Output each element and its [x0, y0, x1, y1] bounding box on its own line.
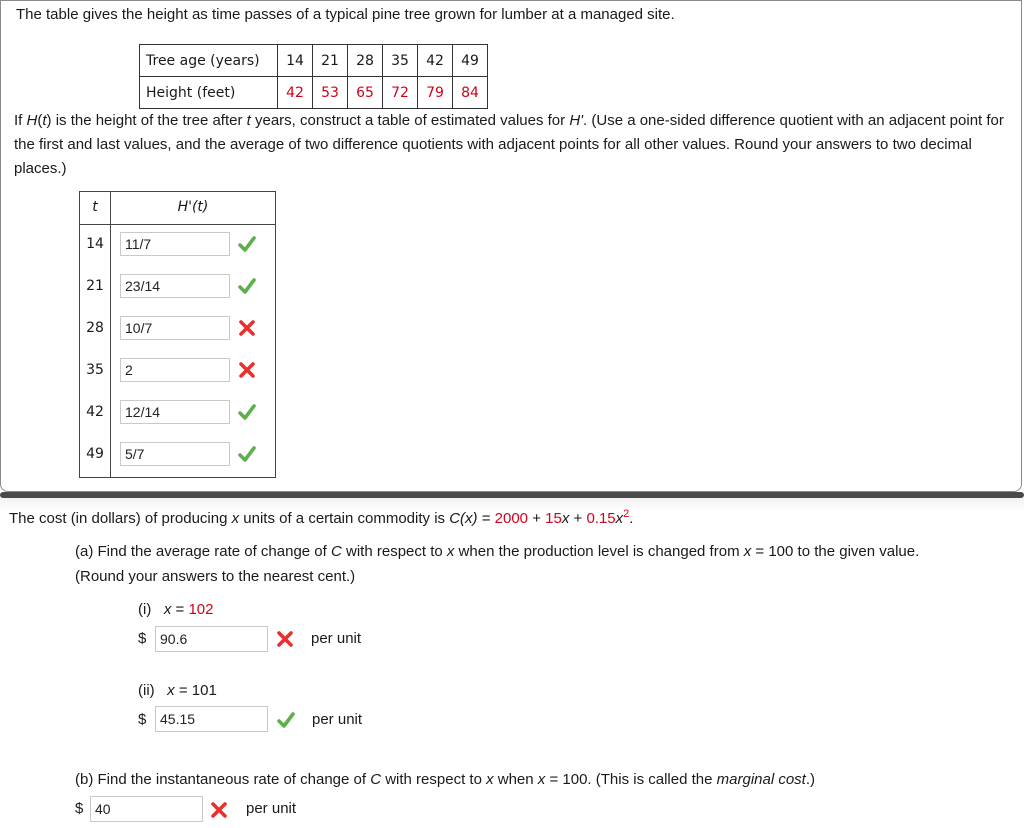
correct-check-icon [237, 276, 257, 296]
tree-age-cell: 14 [278, 45, 313, 77]
q2-stem: The cost (in dollars) of producing x units of a certain commodity is $C(x) = 2000 + 15x + 0.15x^2$. [9, 508, 634, 527]
answer-b-input[interactable]: 40 [90, 796, 203, 822]
height-cell: 65 [348, 77, 383, 109]
tree-data-table [139, 44, 488, 109]
height-cell: 53 [313, 77, 348, 109]
incorrect-x-icon [209, 800, 229, 820]
tree-age-cell: 21 [313, 45, 348, 77]
t-value: 49 [86, 446, 104, 462]
tree-age-cell: 49 [453, 45, 488, 77]
part-i-label: (i) x = 102 [138, 601, 214, 618]
derivative-answer-input[interactable]: 11/7 [120, 232, 230, 256]
correct-check-icon [237, 234, 257, 254]
answer-row [80, 358, 275, 384]
answer-table-header [80, 192, 275, 225]
derivative-answer-input[interactable]: 23/14 [120, 274, 230, 298]
dollar-sign: $ [138, 630, 147, 647]
tree-age-cell: 35 [383, 45, 418, 77]
answer-row [80, 232, 275, 258]
hprime-column-header: H'(t) [177, 199, 209, 215]
height-row [140, 77, 488, 109]
height-cell: 84 [453, 77, 488, 109]
incorrect-x-icon [275, 629, 295, 649]
per-unit-label: per unit [246, 800, 297, 817]
dollar-sign: $ [138, 711, 147, 728]
derivative-answer-input[interactable]: 2 [120, 358, 230, 382]
answer-row [80, 442, 275, 468]
tree-age-cell: 42 [418, 45, 453, 77]
t-value: 28 [86, 320, 104, 336]
question-2-panel [0, 498, 1024, 828]
correct-check-icon [237, 444, 257, 464]
t-value: 14 [86, 236, 104, 252]
t-value: 42 [86, 404, 104, 420]
incorrect-x-icon [237, 318, 257, 338]
dollar-sign: $ [75, 800, 84, 817]
height-label: Height (feet) [140, 77, 278, 109]
correct-check-icon [276, 710, 296, 730]
answer-ii-input[interactable]: 45.15 [155, 706, 268, 732]
correct-check-icon [237, 402, 257, 422]
derivative-answer-input[interactable]: 10/7 [120, 316, 230, 340]
answer-i-input[interactable]: 90.6 [155, 626, 268, 652]
per-unit-label: per unit [311, 630, 362, 647]
t-value: 21 [86, 278, 104, 294]
tree-age-cell: 28 [348, 45, 383, 77]
height-cell: 42 [278, 77, 313, 109]
part-a-prompt: (a) Find the average rate of change of C with respect to x when the production level is changed from x = 100 to the given value. [75, 543, 920, 560]
height-cell: 72 [383, 77, 418, 109]
q1-intro: The table gives the height as time passes of a typical pine tree grown for lumber at a managed site. [16, 6, 675, 23]
part-a-rounding-note: (Round your answers to the nearest cent.) [75, 568, 356, 585]
derivative-answer-input[interactable]: 12/14 [120, 400, 230, 424]
incorrect-x-icon [237, 360, 257, 380]
tree-age-row [140, 45, 488, 77]
part-ii-label: (ii) x = 101 [138, 682, 217, 699]
per-unit-label: per unit [312, 711, 363, 728]
derivative-answer-table [79, 191, 276, 478]
height-cell: 79 [418, 77, 453, 109]
derivative-answer-input[interactable]: 5/7 [120, 442, 230, 466]
answer-row [80, 400, 275, 426]
answer-row [80, 316, 275, 342]
q1-instructions: If H(t) is the height of the tree after t years, construct a table of estimated values for H'. (Use a one-sided difference quotient with an adjacent point for the first and last values, and the average of two difference quotients with adjacent points for all other values. Round your answers to two decimal places.) [14, 112, 1004, 177]
answer-row [80, 274, 275, 300]
t-value: 35 [86, 362, 104, 378]
part-b-prompt: (b) Find the instantaneous rate of change of C with respect to x when x = 100. (This is called the marginal cost.) [75, 771, 816, 788]
tree-age-label: Tree age (years) [140, 45, 278, 77]
t-column-header: t [92, 199, 98, 215]
